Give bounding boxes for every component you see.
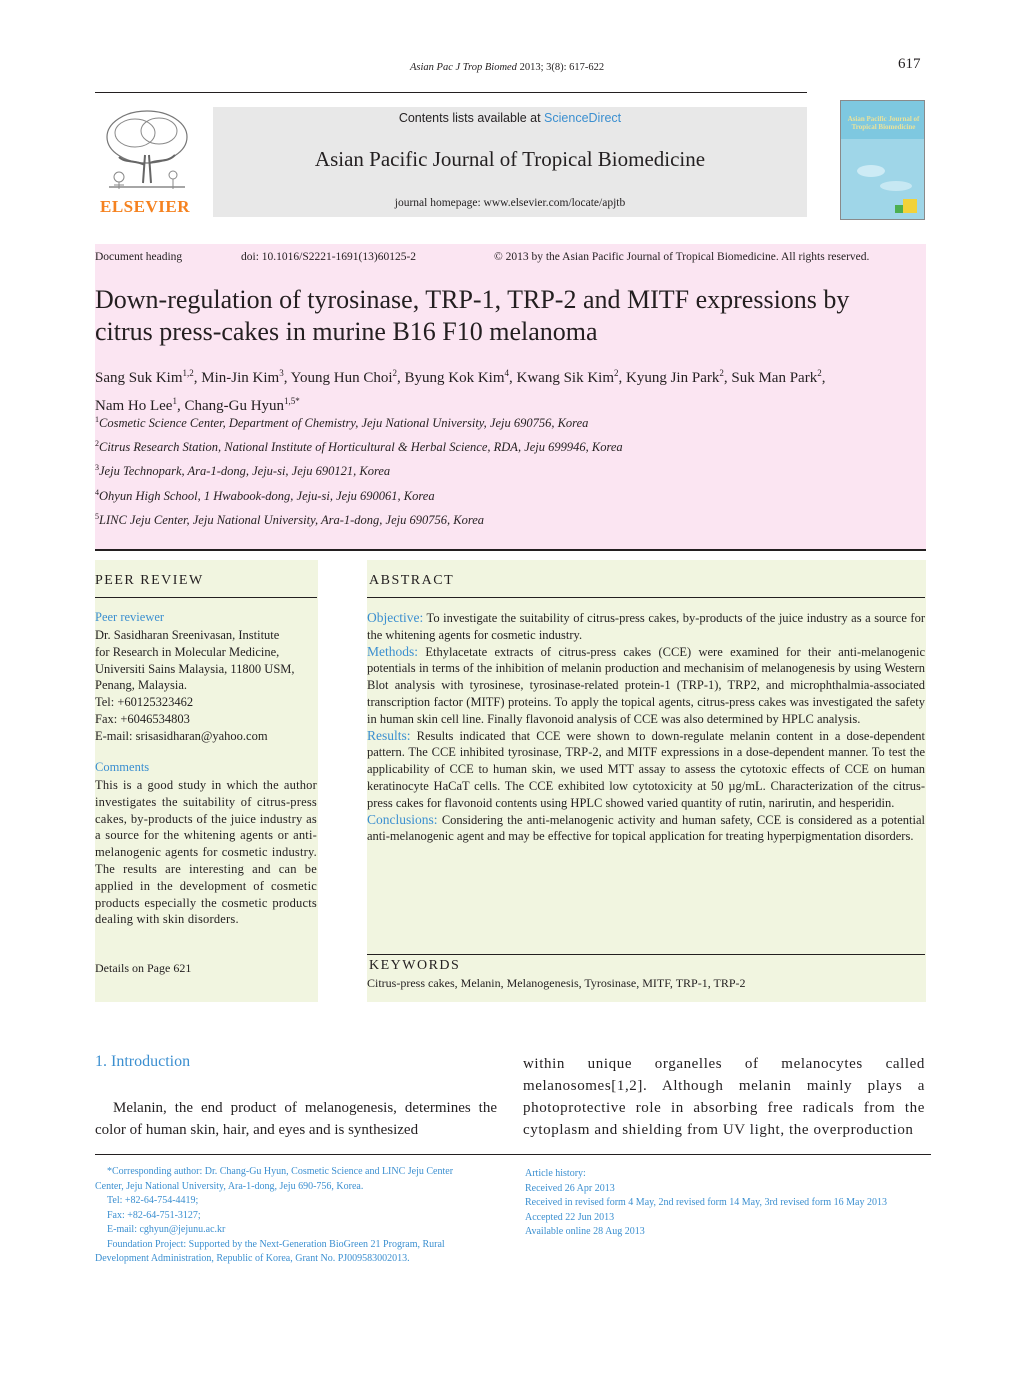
introduction-heading: 1. Introduction (95, 1053, 191, 1070)
sciencedirect-link[interactable]: ScienceDirect (544, 111, 622, 125)
footnotes-correspondence (95, 1165, 495, 1267)
affiliation: $^5$LINC Jeju Center, Jeju National University, Ara-1-dong, Jeju 690756, Korea (95, 512, 485, 528)
author: Kwang Sik Kim$^2$, (516, 368, 627, 386)
contents-prefix: Contents lists available at (398, 111, 545, 125)
elsevier-wordmark: ELSEVIER (100, 197, 190, 216)
journal-name: Asian Pacific Journal of Tropical Biomedicine (314, 147, 706, 171)
footnote-email[interactable]: E-mail: cghyun@jejunu.ac.kr (107, 1224, 226, 1235)
author-list (95, 362, 927, 418)
peer-reviewer-label: Peer reviewer (95, 610, 165, 624)
keywords-text: Citrus-press cakes, Melanin, Melanogenesis, Tyrosinase, MITF, TRP-1, TRP-2 (367, 976, 746, 990)
objective-label: Objective: (367, 610, 424, 625)
reviewer-line: Universiti Sains Malaysia, 11800 USM, (95, 661, 295, 676)
author: Kyung Jin Park$^2$, (626, 368, 732, 386)
author: Chang-Gu Hyun$^{1,5*}$ (184, 396, 300, 414)
comments-text: This is a good study in which the author investigates the suitability of citrus-press cakes, by-products of the juice industry as a source for the whitening agents or anti-melanogenic agents for cosmetic industry. The results are interesting and can be applied in the development of cosmetic products especially the cosmetic products dealing with skin disorders. (95, 778, 317, 927)
author: Byung Kok Kim$^4$, (404, 368, 517, 386)
reviewer-line: Dr. Sasidharan Sreenivasan, Institute (95, 628, 280, 642)
history-line: Received 26 Apr 2013 (525, 1182, 615, 1194)
page-number: 617 (898, 56, 921, 72)
journal-cover-thumbnail[interactable] (840, 100, 925, 220)
methods-label: Methods: (367, 643, 419, 659)
abstract-rule (367, 597, 925, 598)
abstract-body (367, 610, 925, 845)
history-line: Accepted 22 Jun 2013 (525, 1211, 615, 1223)
reviewer-line: Penang, Malaysia. (95, 678, 187, 693)
affiliation: $^4$Ohyun High School, 1 Hwabook-dong, Jeju-si, Jeju 690061, Korea (95, 488, 435, 504)
affiliation: $^1$Cosmetic Science Center, Department of Chemistry, Jeju National University, Jeju 690756, Korea (95, 415, 589, 431)
introduction-left-column: Melanin, the end product of melanogenesis, determines the color of human skin, hair, and eyes and is synthesized (95, 1100, 497, 1138)
title-block-rule (95, 549, 926, 551)
footnote-line: Foundation Project: Supported by the Next-Generation BioGreen 21 Program, Rural (107, 1238, 445, 1250)
cover-title: Asian Pacific Journal of Tropical Biomedicine (847, 115, 920, 131)
conclusions-text: Considering the anti-melanogenic activity and human safety, CCE is considered as a potential anti-melanogenic agent and may be effective for topical application for treating hyperpigmentation disorders. (367, 812, 925, 844)
footnote-line: Development Administration, Republic of Korea, Grant No. PJ009583002013. (95, 1253, 410, 1264)
title-line: Down-regulation of tyrosinase, TRP-1, TRP-2 and MITF expressions by (95, 285, 850, 314)
reviewer-email[interactable]: E-mail: srisasidharan@yahoo.com (95, 728, 268, 743)
journal-abbrev: Asian Pac J Trop Biomed (410, 62, 517, 73)
keywords-rule (367, 954, 925, 955)
header-rule (95, 92, 807, 93)
author: Sang Suk Kim$^{1,2}$, (95, 368, 202, 386)
document-heading: Document heading (95, 251, 183, 263)
history-line: Received in revised form 4 May, 2nd revised form 14 May, 3rd revised form 16 May 2013 (525, 1197, 887, 1208)
peer-reviewer-details (95, 627, 317, 745)
contents-available (213, 111, 807, 125)
results-label: Results: (367, 727, 411, 743)
keywords-heading: KEYWORDS (369, 958, 461, 973)
reviewer-line: for Research in Molecular Medicine, (95, 644, 280, 659)
author: Min-Jin Kim$^3$, (201, 368, 291, 386)
doi[interactable]: doi: 10.1016/S2221-1691(13)60125-2 (241, 251, 417, 263)
journal-banner (213, 107, 807, 217)
peer-review-heading: PEER REVIEW (95, 573, 204, 588)
details-link[interactable]: Details on Page 621 (95, 961, 192, 975)
history-line: Available online 28 Aug 2013 (525, 1226, 645, 1237)
footnote-line: Tel: +82-64-754-4419; (107, 1195, 199, 1206)
methods-text: Ethylacetate extracts of citrus-press cakes (CCE) were examined for their anti-melanogenic potentials in terms of the inhibition of melanin production and mechanisim of melanogenesis by using Western Blot analysis with tyrosinese, tyrosinase-related protein-1 (TRP-1), TRP2, and microphthalmia-associated transcription factor (MITF) proteins. To apply the topical agents, citrus-press cakes was investigated the safety in human skin cell line. Finally flavonoid analysis of CCE was also determined by HPLC analysis. (367, 644, 925, 726)
peer-review-rule (95, 597, 317, 598)
author: Young Hun Choi$^2$, (290, 368, 405, 386)
footnote-line: *Corresponding author: Dr. Chang-Gu Hyun, Cosmetic Science and LINC Jeju Center (107, 1166, 454, 1177)
tree-icon (95, 105, 195, 197)
elsevier-logo[interactable] (95, 105, 195, 217)
conclusions-label: Conclusions: (367, 811, 438, 827)
introduction-right-column: within unique organelles of melanocytes called melanosomes[1,2]. Although melanin mainly plays a photoprotective role in absorbing free radicals from the cytoplasm and shielding from UV light, the overproduction (523, 1056, 925, 1138)
abstract-heading: ABSTRACT (369, 573, 455, 588)
comments-label: Comments (95, 760, 150, 774)
title-line: citrus press-cakes in murine B16 F10 melanoma (95, 317, 598, 346)
footnote-rule (95, 1154, 931, 1155)
history-line: Article history: (525, 1168, 586, 1179)
author: Nam Ho Lee$^1$, (95, 396, 185, 414)
copyright: © 2013 by the Asian Pacific Journal of Tropical Biomedicine. All rights reserved. (494, 251, 870, 263)
reviewer-line: Tel: +60125323462 (95, 695, 194, 710)
affiliation: $^2$Citrus Research Station, National Institute of Horticultural & Herbal Science, RDA, Jeju 699946, Korea (95, 439, 623, 455)
affiliation: $^3$Jeju Technopark, Ara-1-dong, Jeju-si, Jeju 690121, Korea (95, 463, 391, 479)
running-head (410, 62, 604, 73)
objective-text: To investigate the suitability of citrus-press cakes, by-products of the juice industry as a source for the whitening agents for cosmetic industry. (367, 611, 925, 642)
results-text: Results indicated that CCE were shown to down-regulate melanin content in a dose-dependent pattern. The CCE inhibited tyrosinase, TRP-2, and MITF expressions in a dose-dependent manner. To test the applicability of CCE to human skin, we used MTT assay to assess the cytotoxic effects of CCE on human keratinocyte HaCaT cells. The CCE exhibited low cytotoxicity at 50 µg/mL. Characterization of the citrus-press cakes for flavonoid contents using HPLC showed varied quantity of rutin, narirutin, and hesperidin. (367, 728, 925, 810)
footnote-line: Fax: +82-64-751-3127; (107, 1209, 201, 1221)
journal-homepage[interactable]: journal homepage: www.elsevier.com/locate/apjtb (394, 197, 626, 209)
author: Suk Man Park$^2$, (731, 368, 826, 386)
footnote-line: Center, Jeju National University, Ara-1-dong, Jeju 690-756, Korea. (95, 1180, 364, 1192)
cover-art-icon (841, 101, 925, 220)
citation: 2013; 3(8): 617-622 (519, 62, 605, 73)
article-history (525, 1167, 925, 1240)
article-title (95, 284, 927, 348)
reviewer-line: Fax: +6046534803 (95, 711, 190, 726)
